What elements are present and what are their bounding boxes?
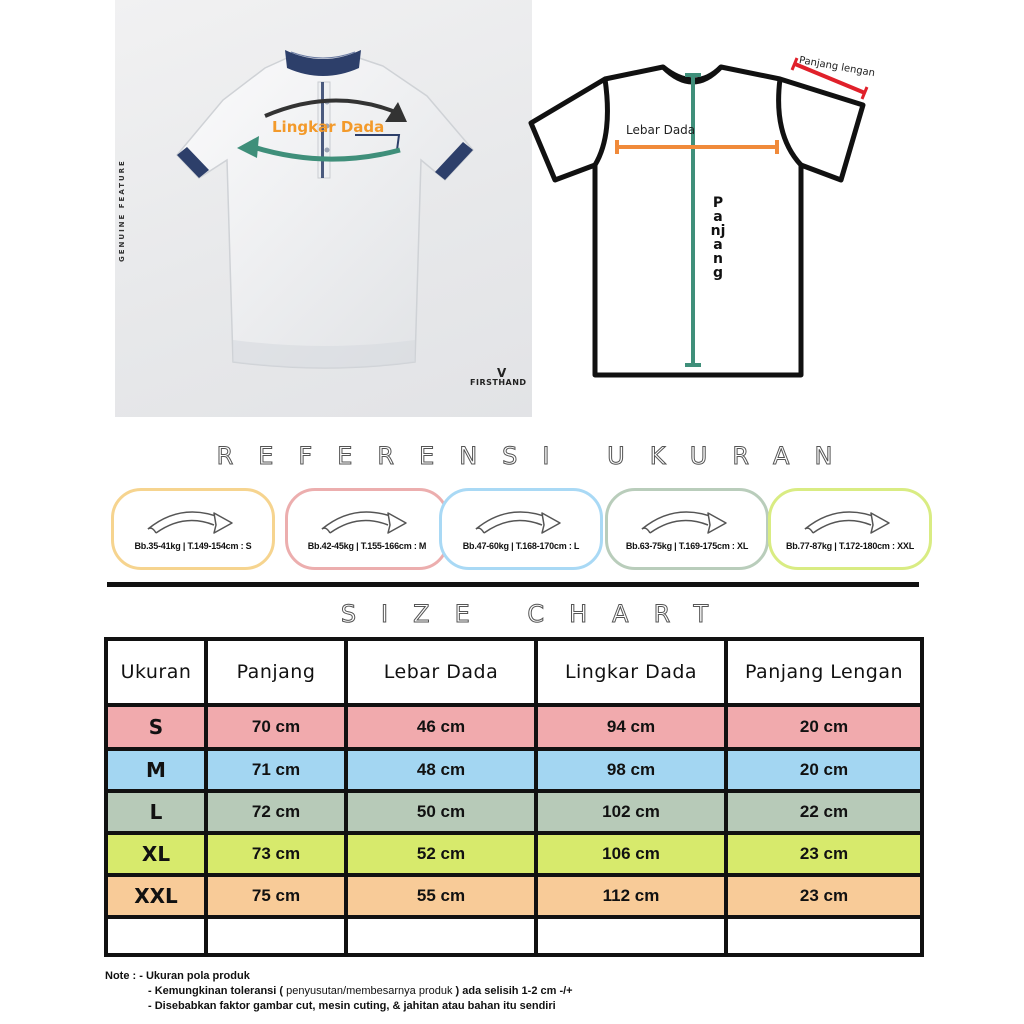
curved-arrow-icon (316, 499, 416, 539)
size-reference-label: Bb.63-75kg | T.169-175cm : XL (625, 541, 749, 551)
size-reference-label: Bb.42-45kg | T.155-166cm : M (307, 541, 427, 551)
lebar-dada-diagram-label: Lebar Dada (626, 123, 696, 137)
cell-ukuran: S (108, 707, 204, 747)
referensi-ukuran-heading: REFERENSI UKURAN (216, 442, 858, 470)
cell-panjang: 71 cm (208, 751, 344, 789)
cell-panjang: 72 cm (208, 793, 344, 831)
size-reference-label: Bb.35-41kg | T.149-154cm : S (134, 541, 252, 551)
empty-cell (348, 919, 534, 953)
brand-mark-icon: V (497, 366, 507, 380)
size-chart-heading: SIZE CHART (340, 600, 734, 628)
cell-lebar-dada: 55 cm (348, 877, 534, 915)
cell-lebar-dada: 52 cm (348, 835, 534, 873)
cell-panjang-lengan: 22 cm (728, 793, 920, 831)
cell-ukuran: M (108, 751, 204, 789)
header-lebar-dada: Lebar Dada (348, 641, 534, 703)
size-reference-pill (439, 488, 603, 570)
cell-lingkar-dada: 102 cm (538, 793, 724, 831)
cell-ukuran: XL (108, 835, 204, 873)
empty-cell (108, 919, 204, 953)
cell-panjang-lengan: 20 cm (728, 751, 920, 789)
size-reference-pill (285, 488, 449, 570)
cell-lebar-dada: 50 cm (348, 793, 534, 831)
curved-arrow-icon (636, 499, 736, 539)
cell-lingkar-dada: 98 cm (538, 751, 724, 789)
header-lingkar-dada: Lingkar Dada (538, 641, 724, 703)
notes (105, 969, 1005, 1014)
tshirt-diagram (525, 45, 885, 385)
product-photo (115, 0, 532, 417)
panjang-lengan-diagram-label: Panjang lengan (798, 55, 876, 80)
empty-cell (208, 919, 344, 953)
size-reference-pill (605, 488, 769, 570)
panjang-diagram-label: Panjang (710, 195, 726, 281)
cell-panjang: 75 cm (208, 877, 344, 915)
header-panjang-lengan: Panjang Lengan (728, 641, 920, 703)
cell-lingkar-dada: 94 cm (538, 707, 724, 747)
size-reference-label: Bb.77-87kg | T.172-180cm : XXL (785, 541, 915, 551)
lingkar-dada-label: Lingkar Dada (272, 118, 385, 136)
cell-panjang: 73 cm (208, 835, 344, 873)
cell-lebar-dada: 48 cm (348, 751, 534, 789)
cell-ukuran: L (108, 793, 204, 831)
size-reference-pill (111, 488, 275, 570)
cell-panjang-lengan: 20 cm (728, 707, 920, 747)
cell-panjang-lengan: 23 cm (728, 835, 920, 873)
empty-cell (728, 919, 920, 953)
cell-lingkar-dada: 106 cm (538, 835, 724, 873)
note-line-1: Note : - Ukuran pola produk (105, 970, 250, 982)
size-reference-pill (768, 488, 932, 570)
cell-lingkar-dada: 112 cm (538, 877, 724, 915)
size-chart-table (104, 637, 924, 957)
curved-arrow-icon (470, 499, 570, 539)
size-reference-label: Bb.47-60kg | T.168-170cm : L (462, 541, 580, 551)
header-ukuran: Ukuran (108, 641, 204, 703)
empty-cell (538, 919, 724, 953)
cell-ukuran: XXL (108, 877, 204, 915)
genuine-feature-text: GENUINE FEATURE (118, 159, 126, 262)
cell-panjang-lengan: 23 cm (728, 877, 920, 915)
cell-panjang: 70 cm (208, 707, 344, 747)
note-line-2: - Kemungkinan toleransi ( penyusutan/membesarnya produk ) ada selisih 1-2 cm -/+ (148, 985, 573, 997)
note-line-3: - Disebabkan faktor gambar cut, mesin cuting, & jahitan atau bahan itu sendiri (148, 1000, 556, 1012)
header-panjang: Panjang (208, 641, 344, 703)
curved-arrow-icon (142, 499, 242, 539)
cell-lebar-dada: 46 cm (348, 707, 534, 747)
curved-arrow-icon (799, 499, 899, 539)
brand-logo: FIRSTHAND (470, 378, 527, 387)
polo-shirt-illustration (115, 0, 532, 417)
section-divider (107, 582, 919, 587)
